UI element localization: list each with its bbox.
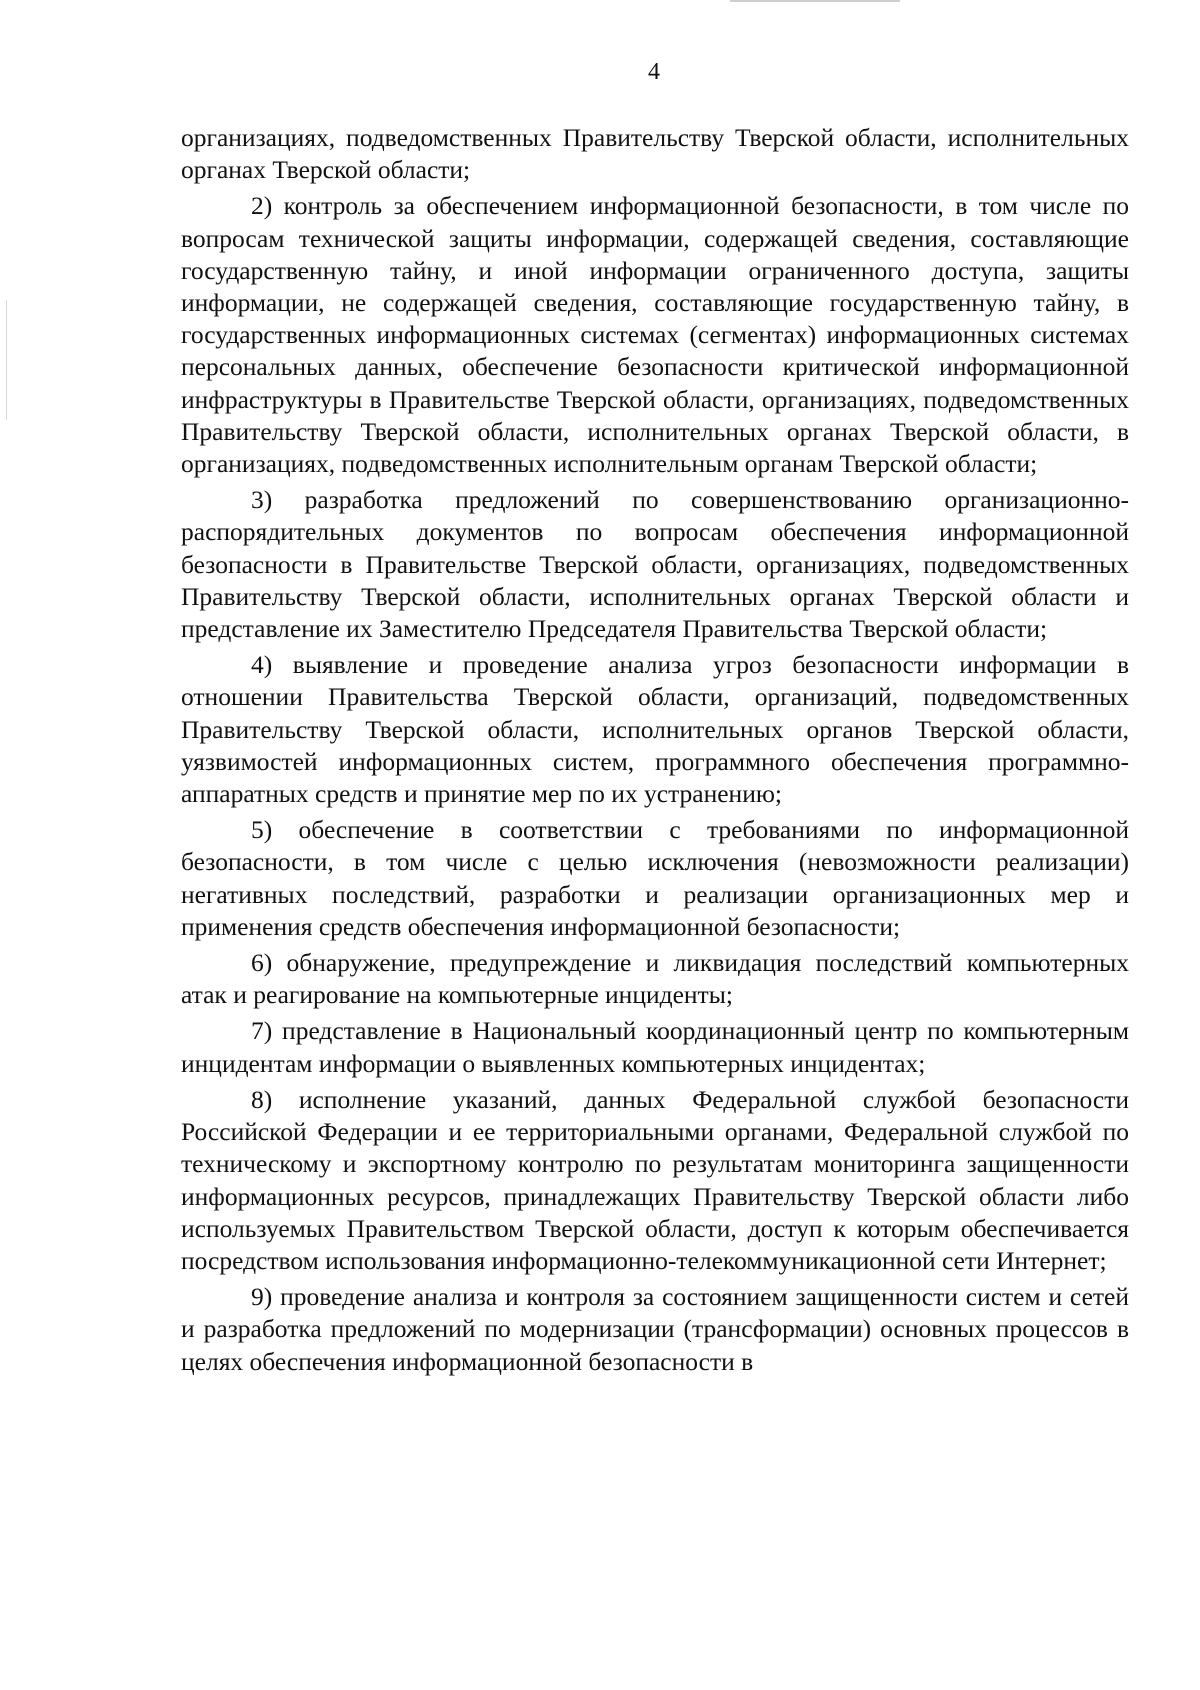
paragraph-item-9: 9) проведение анализа и контроля за состоянием защищенности систем и сетей и разработка предложений по модернизации (трансформации) основных процессов в целях обеспечения информационной безопасности в [181, 1282, 1129, 1376]
paragraph-item-5: 5) обеспечение в соответствии с требованиями по информационной безопасности, в том числе с целью исключения (невозможности реализации) негативных последствий, разработки и реализации организационных мер и применения средств обеспечения информационной безопасности; [181, 815, 1129, 941]
paragraph-item-8: 8) исполнение указаний, данных Федеральной службой безопасности Российской Федерации и ее территориальными органами, Федеральной службой по техническому и экспортному контролю по результатам мониторинга защищенности информационных ресурсов, принадлежащих Правительству Тверской области либо используемых Правительством Тверской области, доступ к которым обеспечивается посредством использования информационно-телекоммуникационной сети Интернет; [181, 1084, 1129, 1275]
scan-edge-mark [730, 0, 900, 2]
paragraph-item-2: 2) контроль за обеспечением информационной безопасности, в том числе по вопросам технической защиты информации, содержащей сведения, составляющие государственную тайну, и иной информации ограниченного доступа, защиты информации, не содержащей сведения, составляющие государственную тайну, в государственных информационных системах (сегментах) информационных системах персональных данных, обеспечение безопасности критической информационной инфраструктуры в Правительстве Тверской области, организациях, подведомственных Правительству Тверской области, исполнительных органах Тверской области, в организациях, подведомственных исполнительным органам Тверской области; [181, 191, 1129, 479]
paragraph-item-4: 4) выявление и проведение анализа угроз безопасности информации в отношении Правительства Тверской области, организаций, подведомственных Правительству Тверской области, исполнительных органов Тверской области, уязвимостей информационных систем, программного обеспечения программно-аппаратных средств и принятие мер по их устранению; [181, 650, 1129, 809]
paragraph-continuation: организациях, подведомственных Правительству Тверской области, исполнительных органах Тверской области; [181, 123, 1129, 185]
page-number: 4 [648, 59, 660, 85]
paragraph-item-7: 7) представление в Национальный координационный центр по компьютерным инцидентам информации о выявленных компьютерных инцидентах; [181, 1016, 1129, 1078]
scan-edge-mark [6, 300, 7, 420]
paragraph-item-3: 3) разработка предложений по совершенствованию организационно-распорядительных документов по вопросам обеспечения информационной безопасности в Правительстве Тверской области, организациях, подведомственных Правительству Тверской области, исполнительных органах Тверской области и представление их Заместителю Председателя Правительства Тверской области; [181, 485, 1129, 644]
document-body [181, 122, 1129, 1382]
paragraph-item-6: 6) обнаружение, предупреждение и ликвидация последствий компьютерных атак и реагирование на компьютерные инциденты; [181, 948, 1129, 1010]
